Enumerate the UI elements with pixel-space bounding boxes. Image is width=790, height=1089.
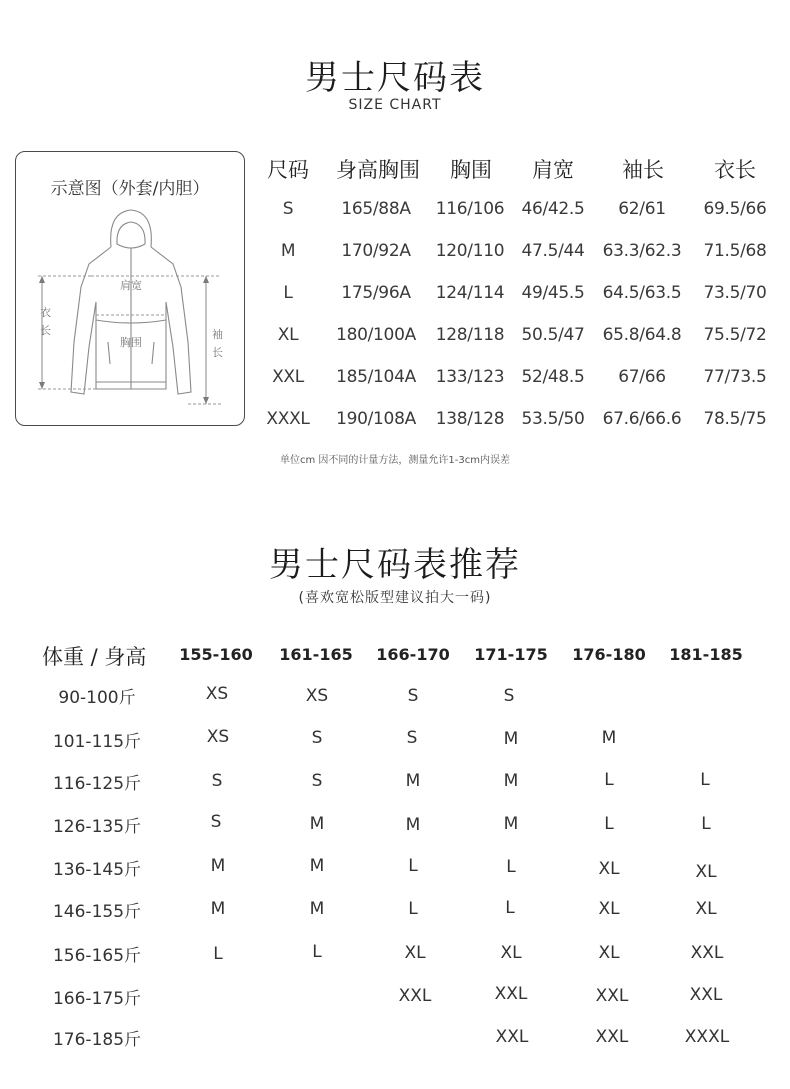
table-cell: S xyxy=(503,686,515,706)
table-cell: 116/106 xyxy=(435,199,505,219)
recommend-title: 男士尺码表推荐 xyxy=(269,545,521,585)
height-header: 171-175 xyxy=(474,645,548,664)
table-cell: 170/92A xyxy=(341,241,411,261)
table-cell: M xyxy=(280,241,296,261)
table-cell: 69.5/66 xyxy=(703,199,767,219)
weight-label: 156-165斤 xyxy=(52,946,142,966)
table-cell: L xyxy=(604,770,614,790)
table-cell: 67.6/66.6 xyxy=(602,409,682,429)
table-cell: 67/66 xyxy=(618,367,666,387)
weight-label: 136-145斤 xyxy=(52,860,142,880)
weight-label: 146-155斤 xyxy=(52,902,142,922)
table-cell: 133/123 xyxy=(435,367,505,387)
table-cell: 190/108A xyxy=(336,409,416,429)
weight-label: 90-100斤 xyxy=(58,688,136,708)
table-cell: M xyxy=(210,856,226,876)
table-cell: 50.5/47 xyxy=(521,325,585,345)
table-cell: M xyxy=(405,815,421,835)
jacket-diagram xyxy=(15,151,245,426)
table-cell: M xyxy=(601,728,617,748)
weight-label: 116-125斤 xyxy=(52,774,142,794)
weight-label: 176-185斤 xyxy=(52,1030,142,1050)
table-cell: XS xyxy=(206,727,230,747)
height-header: 176-180 xyxy=(572,645,646,664)
table-cell: L xyxy=(312,942,322,962)
height-header: 166-170 xyxy=(376,645,450,664)
table-cell: XL xyxy=(598,899,620,919)
page-title: 男士尺码表 xyxy=(305,58,485,98)
table-cell: XS xyxy=(205,684,229,704)
col-header-length: 衣长 xyxy=(714,158,756,182)
table-cell: M xyxy=(503,729,519,749)
shoulder-label: 肩宽 xyxy=(120,279,142,292)
table-cell: XXL xyxy=(494,984,528,1004)
table-cell: XXL xyxy=(689,985,723,1005)
length-label-2: 长 xyxy=(40,324,51,337)
table-cell: M xyxy=(309,856,325,876)
table-cell: 71.5/68 xyxy=(703,241,767,261)
table-cell: 62/61 xyxy=(618,199,666,219)
table-cell: 180/100A xyxy=(336,325,416,345)
corner-label: 体重 / 身高 xyxy=(42,645,147,669)
table-cell: XXL xyxy=(595,986,629,1006)
sleeve-label-1: 袖 xyxy=(212,328,223,341)
table-cell: XXL xyxy=(495,1027,529,1047)
table-cell: XXL xyxy=(690,943,724,963)
table-cell: 73.5/70 xyxy=(703,283,767,303)
table-cell: 124/114 xyxy=(435,283,505,303)
table-cell: S xyxy=(211,771,223,791)
col-header-size: 尺码 xyxy=(267,158,309,182)
table-cell: 63.3/62.3 xyxy=(602,241,682,261)
table-cell: XL xyxy=(598,943,620,963)
table-cell: M xyxy=(503,814,519,834)
table-cell: 185/104A xyxy=(336,367,416,387)
table-cell: 53.5/50 xyxy=(521,409,585,429)
table-cell: M xyxy=(309,814,325,834)
table-cell: XXL xyxy=(398,986,432,1006)
sleeve-label-2: 长 xyxy=(212,346,223,359)
table-cell: L xyxy=(506,857,516,877)
table-cell: XL xyxy=(695,899,717,919)
table-cell: 47.5/44 xyxy=(521,241,585,261)
col-header-shoulder: 肩宽 xyxy=(532,158,574,182)
table-cell: XXXL xyxy=(266,409,310,429)
table-cell: 138/128 xyxy=(435,409,505,429)
weight-label: 166-175斤 xyxy=(52,989,142,1009)
table-cell: S xyxy=(406,728,418,748)
table-cell: S xyxy=(407,686,419,706)
table-cell: XL xyxy=(277,325,299,345)
col-header-sleeve: 袖长 xyxy=(622,158,664,182)
table-cell: 120/110 xyxy=(435,241,505,261)
table-cell: L xyxy=(408,899,418,919)
measurement-note: 单位cm 因不同的计量方法，测量允许1-3cm内误差 xyxy=(280,455,510,466)
table-cell: M xyxy=(210,899,226,919)
table-cell: 77/73.5 xyxy=(703,367,767,387)
table-cell: L xyxy=(505,898,515,918)
table-cell: M xyxy=(405,771,421,791)
table-cell: 165/88A xyxy=(341,199,411,219)
table-cell: L xyxy=(283,283,293,303)
table-cell: 49/45.5 xyxy=(521,283,585,303)
table-cell: M xyxy=(503,771,519,791)
table-cell: L xyxy=(213,944,223,964)
table-cell: 128/118 xyxy=(435,325,505,345)
table-cell: S xyxy=(210,812,222,832)
table-cell: S xyxy=(311,728,323,748)
table-cell: 46/42.5 xyxy=(521,199,585,219)
table-cell: 78.5/75 xyxy=(703,409,767,429)
table-cell: XXL xyxy=(595,1027,629,1047)
diagram-caption: 示意图（外套/内胆） xyxy=(50,179,210,199)
chest-label: 胸围 xyxy=(120,336,142,349)
table-cell: 65.8/64.8 xyxy=(602,325,682,345)
height-header: 161-165 xyxy=(279,645,353,664)
table-cell: L xyxy=(604,814,614,834)
table-cell: XXXL xyxy=(684,1027,730,1047)
table-cell: XS xyxy=(305,686,329,706)
table-cell: S xyxy=(311,771,323,791)
col-header-chest: 胸围 xyxy=(450,158,492,182)
table-cell: 75.5/72 xyxy=(703,325,767,345)
table-cell: S xyxy=(282,199,294,219)
height-header: 155-160 xyxy=(179,645,253,664)
table-cell: XXL xyxy=(272,367,304,387)
table-cell: L xyxy=(408,856,418,876)
table-cell: L xyxy=(701,814,711,834)
table-cell: XL xyxy=(598,859,620,879)
table-cell: 64.5/63.5 xyxy=(602,283,682,303)
weight-label: 126-135斤 xyxy=(52,817,142,837)
height-header: 181-185 xyxy=(669,645,743,664)
table-cell: XL xyxy=(695,862,717,882)
page-subtitle: SIZE CHART xyxy=(348,97,442,113)
table-cell: XL xyxy=(500,943,522,963)
weight-label: 101-115斤 xyxy=(52,732,142,752)
table-cell: L xyxy=(700,770,710,790)
length-label-1: 衣 xyxy=(40,306,51,319)
table-cell: 52/48.5 xyxy=(521,367,585,387)
table-cell: 175/96A xyxy=(341,283,411,303)
table-cell: XL xyxy=(404,943,426,963)
recommend-subtitle: (喜欢宽松版型建议拍大一码) xyxy=(298,590,492,606)
col-header-height-chest: 身高胸围 xyxy=(336,158,420,182)
table-cell: M xyxy=(309,899,325,919)
